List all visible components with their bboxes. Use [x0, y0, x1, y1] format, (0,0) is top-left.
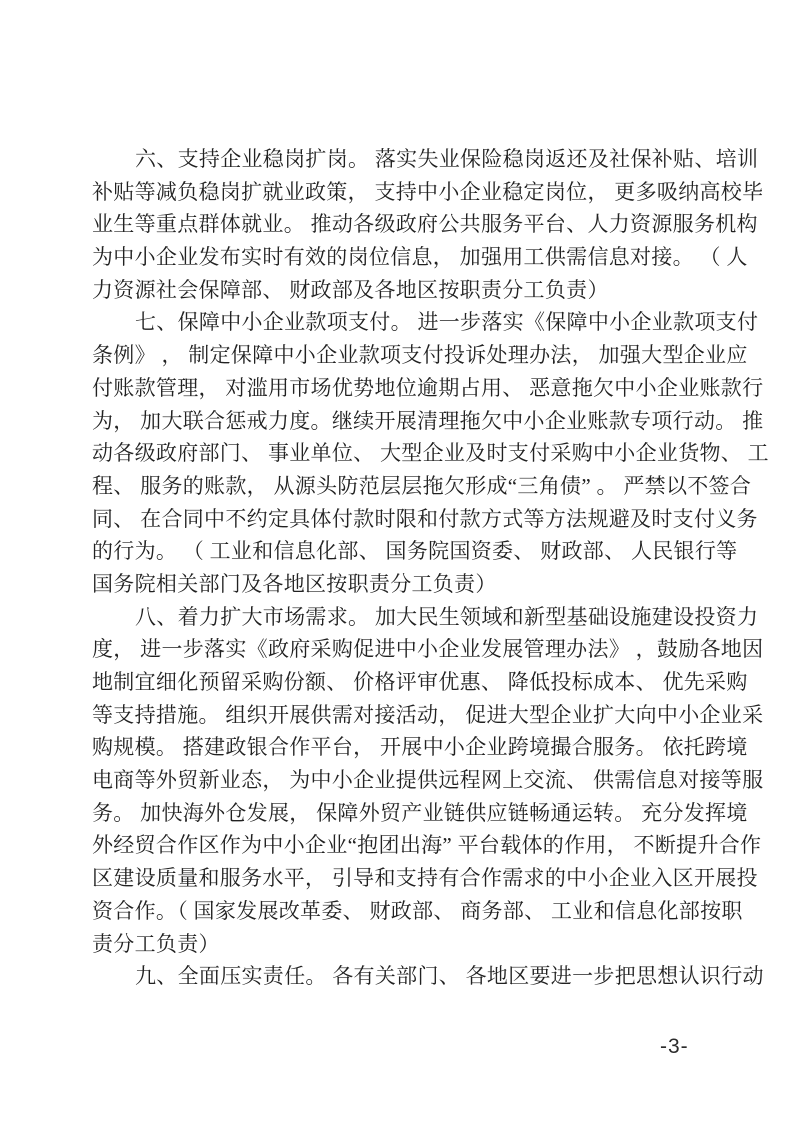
- text-line: 六、支持企业稳岗扩岗。 落实失业保险稳岗返还及社保补贴、培训: [135, 147, 759, 171]
- text-line: 条例》 ， 制定保障中小企业款项支付投诉处理办法， 加强大型企业应: [92, 343, 748, 368]
- text-line: 程、 服务的账款， 从源头防范层层拖欠形成“三角债” 。 严禁以不签合: [92, 473, 752, 498]
- text-line: 区建设质量和服务水平， 引导和支持有合作需求的中小企业入区开展投: [92, 866, 758, 891]
- text-line: 补贴等减负稳岗扩就业政策， 支持中小企业稳定岗位， 更多吸纳高校毕: [92, 179, 764, 204]
- text-line: 电商等外贸新业态， 为中小企业提供远程网上交流、 供需信息对接等服: [92, 768, 764, 793]
- text-line: 九、全面压实责任。 各有关部门、 各地区要进一步把思想认识行动: [135, 964, 764, 989]
- text-line: 务。 加快海外仓发展， 保障外贸产业链供应链畅通运转。 充分发挥境: [92, 800, 748, 825]
- paragraph-9-fully-implement-responsibility: [92, 960, 764, 993]
- text-line: 力资源社会保障部、 财政部及各地区按职责分工负责）: [92, 277, 609, 302]
- text-line: 动各级政府部门、 事业单位、 大型企业及时支付采购中小企业货物、 工: [92, 441, 769, 466]
- text-line: 资合作。（ 国家发展改革委、 财政部、 商务部、 工业和信息化部按职: [92, 898, 743, 923]
- text-line: 外经贸合作区作为中小企业“抱团出海” 平台载体的作用， 不断提升合作: [92, 833, 762, 858]
- paragraph-7-guarantee-sme-payment: [92, 306, 769, 600]
- text-line: 地制宜细化预留采购份额、 价格评审优惠、 降低投标成本、 优先采购: [92, 670, 748, 694]
- paragraph-8-expand-market-demand: [92, 601, 764, 961]
- text-line: 等支持措施。 组织开展供需对接活动， 促进大型企业扩大向中小企业采: [92, 702, 764, 727]
- text-line: 八、着力扩大市场需求。 加大民生领域和新型基础设施建设投资力: [135, 604, 759, 629]
- text-line: 付账款管理， 对滥用市场优势地位逾期占用、 恶意拖欠中小企业账款行: [92, 375, 764, 400]
- page-number: -3-: [660, 1035, 689, 1058]
- text-line: 业生等重点群体就业。 推动各级政府公共服务平台、人力资源服务机构: [92, 212, 758, 237]
- document-body: [92, 143, 769, 993]
- text-line: 为中小企业发布实时有效的岗位信息， 加强用工供需信息对接。 （ 人: [92, 245, 748, 270]
- text-line: 同、 在合同中不约定具体付款时限和付款方式等方法规避及时支付义务: [92, 506, 758, 531]
- text-line: 七、保障中小企业款项支付。 进一步落实《保障中小企业款项支付: [135, 310, 759, 335]
- text-line: 国务院相关部门及各地区按职责分工负责）: [92, 571, 497, 596]
- text-line: 为， 加大联合惩戒力度。继续开展清理拖欠中小企业账款专项行动。 推: [92, 408, 764, 433]
- text-line: 的行为。 （ 工业和信息化部、 国务院国资委、 财政部、 人民银行等: [92, 539, 738, 564]
- text-line: 度， 进一步落实《政府采购促进中小企业发展管理办法》 ，鼓励各地因: [92, 637, 764, 662]
- text-line: 购规模。 搭建政银合作平台， 开展中小企业跨境撮合服务。 依托跨境: [92, 735, 748, 760]
- text-line: 责分工负责）: [92, 931, 220, 956]
- paragraph-6-support-enterprise-job-stabilization: [92, 143, 764, 306]
